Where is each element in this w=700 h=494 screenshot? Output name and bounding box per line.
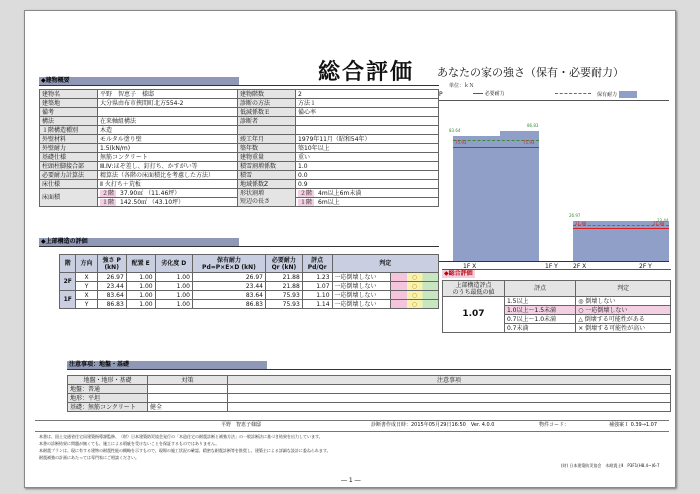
overview-value: [296, 117, 439, 126]
notes-row: [68, 385, 671, 394]
structure-p: 86.83: [97, 300, 126, 309]
floor-area-text: 142.50㎡ （43.10坪）: [120, 198, 185, 206]
bar-label-req: 21.88: [575, 221, 587, 227]
bar-label-top: 23.44: [657, 217, 669, 223]
overview-label: 診断の方法: [238, 99, 296, 108]
structure-d: 1.00: [155, 282, 192, 291]
structure-score: 1.07: [302, 282, 332, 291]
bar-label-top: 86.83: [527, 122, 539, 128]
required-line-1f: [453, 147, 539, 148]
overview-label: 建物名: [40, 90, 98, 99]
overall-score: 0.7以上～1.0未満: [504, 315, 575, 324]
structure-header: 配置 E: [126, 255, 155, 273]
shape-floor-tag: １階: [300, 198, 313, 206]
structure-dir: Y: [76, 282, 97, 291]
overall-row: [443, 297, 671, 306]
structure-qr: 75.93: [266, 300, 303, 309]
structure-judge: 一応倒壊しない: [332, 291, 390, 300]
structure-rule: [39, 246, 439, 247]
shape-value: [296, 189, 439, 198]
overview-label: 必要耐力計算法: [40, 171, 98, 180]
structure-p: 83.64: [97, 291, 126, 300]
notes-ground: 基礎：無筋コンクリート: [68, 403, 148, 412]
overview-value: 1.0: [296, 162, 439, 171]
structure-judge: 一応倒壊しない: [332, 282, 390, 291]
overall-col-score: 評点: [504, 281, 575, 297]
structure-d: 1.00: [155, 273, 192, 282]
floor-tag: １階: [102, 198, 115, 206]
notes-ground: 地形：平坦: [68, 394, 148, 403]
overview-label: 低減係数Ｅ: [238, 108, 296, 117]
required-line-2f: [573, 228, 669, 229]
structure-pd: 26.97: [192, 273, 265, 282]
disclaimer-1: 本書は、国土交通省住宅局建築指導課監修、（財）日本建築防災協会発行の「木造住宅の耐震診断と補強方法」の一般診断法に基づき結果を出力しています。: [39, 434, 323, 439]
x-label-1fx: 1F X: [463, 263, 477, 270]
overall-score: 1.5以上: [504, 297, 575, 306]
overview-label: 診断者: [238, 117, 296, 126]
legend-dashed: [555, 91, 591, 98]
shape-floor-tag: ２階: [300, 189, 313, 197]
overview-row: [40, 117, 439, 126]
structure-e: 1.00: [126, 282, 155, 291]
overview-label: 外壁材料: [40, 135, 98, 144]
structure-header-row: [60, 255, 439, 273]
notes-note: [228, 394, 671, 403]
structure-pd: 23.44: [192, 282, 265, 291]
overview-rule: [39, 85, 439, 86]
page-subtitle: あなたの家の強さ（保有・必要耐力）: [437, 66, 624, 79]
overview-label: 床仕様: [40, 180, 98, 189]
structure-row: [60, 291, 439, 300]
overview-value: Ⅱ 火打ち＋荒板: [98, 180, 238, 189]
legend-holding: [597, 91, 637, 99]
overview-value: 平野 智恵子 様邸: [98, 90, 238, 99]
holding-swatch: [619, 91, 637, 98]
structure-floor: 1F: [60, 291, 76, 309]
footer-code-label: 物件コード：: [539, 422, 570, 428]
overview-value: 在来軸組構法: [98, 117, 238, 126]
notes-measure: [148, 394, 228, 403]
overview-value: 精算法（各階の床面積比を考慮した方法）: [98, 171, 238, 180]
overview-label: 積雪割増係数: [238, 162, 296, 171]
overview-label: 構法: [40, 117, 98, 126]
structure-p: 26.97: [97, 273, 126, 282]
overview-value: 備心率: [296, 108, 439, 117]
overview-row: [40, 90, 439, 99]
overview-row: [40, 144, 439, 153]
legend-holding-label: 保有耐力: [597, 92, 618, 98]
shape-value: [296, 198, 439, 207]
notes-col-measure: 対策: [148, 376, 228, 385]
structure-mark: ○: [391, 282, 439, 291]
overall-header-row: [443, 281, 671, 297]
structure-d: 1.00: [155, 300, 192, 309]
x-label-2fy: 2F Y: [639, 263, 652, 270]
bar-label-top: 83.64: [449, 127, 461, 133]
overview-row: [40, 99, 439, 108]
overall-rule: [442, 269, 671, 270]
floor-area-text: 37.90㎡ （11.46坪）: [120, 189, 181, 197]
overview-label: 建物階数: [238, 90, 296, 99]
overview-row: [40, 126, 439, 135]
overview-label: [238, 126, 296, 135]
structure-row: [60, 273, 439, 282]
overview-value: 無筋コンクリート: [98, 153, 238, 162]
shape-label: 形状割増 短辺の長さ: [238, 189, 296, 207]
bar-label-req: 75.93: [455, 140, 467, 146]
legend-required: [473, 91, 505, 98]
structure-dir: X: [76, 291, 97, 300]
structure-e: 1.00: [126, 300, 155, 309]
structure-header: 判定: [332, 255, 438, 273]
structure-d: 1.00: [155, 291, 192, 300]
overall-min-value: 1.07: [443, 297, 505, 333]
structure-row: [60, 282, 439, 291]
structure-pd: 83.64: [192, 291, 265, 300]
notes-measure: 健全: [148, 403, 228, 412]
overview-label: 建物重量: [238, 153, 296, 162]
structure-header: 階: [60, 255, 76, 273]
structure-e: 1.00: [126, 273, 155, 282]
bar-label-req: 75.93: [523, 140, 535, 146]
overview-heading: ◆建物概要: [39, 77, 239, 85]
chart-top-axis: [439, 100, 669, 101]
overview-row: [40, 135, 439, 144]
footer-date: 診断書作成日時：2015年05月29日16:50 Ver. 4.0.0: [371, 422, 495, 428]
disclaimer-2: 本書の診断結果に問題が無くても、施工による瑕疵を受けないことを保証するものではありません。: [39, 441, 220, 446]
structure-qr: 21.88: [266, 273, 303, 282]
required-swatch: [473, 93, 483, 94]
notes-measure: [148, 385, 228, 394]
overall-heading: ◆総合評価: [444, 270, 473, 277]
structure-e: 1.00: [126, 291, 155, 300]
dashed-swatch: [555, 93, 591, 94]
floor-area-label: 床面積: [40, 189, 98, 207]
overview-label: 柱頭柱脚接合部: [40, 162, 98, 171]
overall-score: 0.7未満: [504, 324, 575, 333]
x-label-2fx: 2F X: [573, 263, 587, 270]
notes-note: [228, 385, 671, 394]
overview-label: 築年数: [238, 144, 296, 153]
structure-judge: 一応倒壊しない: [332, 300, 390, 309]
legend-required-label: 必要耐力: [484, 91, 505, 97]
overview-value: 0.9: [296, 180, 439, 189]
footer-rule: [35, 420, 669, 421]
notes-table: [67, 375, 671, 412]
floor-area-value: [98, 198, 238, 207]
disclaimer-4: 耐震補強の計画にあたっては専門家にご相談ください。: [39, 455, 139, 460]
overall-min-label: 上部構造評点 のうち最低の値: [443, 281, 505, 297]
overview-value: 大分県由布市挾間町北方554-2: [98, 99, 238, 108]
structure-table: [59, 254, 439, 309]
overview-value: モルタル塗り壁: [98, 135, 238, 144]
bar-1f: [453, 136, 539, 261]
structure-mark: ○: [391, 291, 439, 300]
structure-judge: 一応倒壊しない: [332, 273, 390, 282]
bar-label-req: 21.88: [653, 221, 665, 227]
notes-col-ground: 地盤・地形・基礎: [68, 376, 148, 385]
overview-label: 外壁耐力: [40, 144, 98, 153]
overview-value: [98, 108, 238, 117]
shape-text: 4m以上6m未満: [318, 189, 362, 197]
structure-mark: ○: [391, 273, 439, 282]
structure-mark: ○: [391, 300, 439, 309]
overview-value: 方法１: [296, 99, 439, 108]
bar-label-top: 26.97: [569, 212, 581, 218]
footer-coef: 補強案１ 0.39→1.07: [609, 422, 658, 428]
overview-value: [296, 126, 439, 135]
overall-table: [442, 280, 671, 333]
structure-heading: ◆上部構造の評価: [39, 238, 239, 246]
overview-row: [40, 162, 439, 171]
chart-baseline: [439, 261, 669, 262]
overview-value: 1979年11月（昭和54年）: [296, 135, 439, 144]
overview-row: [40, 180, 439, 189]
notes-ground: 地盤：普通: [68, 385, 148, 394]
structure-header: 劣化度 D: [155, 255, 192, 273]
chart-p-label: P: [439, 91, 443, 98]
overview-value: 1.5(kN/m): [98, 144, 238, 153]
overview-label: 建築地: [40, 99, 98, 108]
notes-note: [228, 403, 671, 412]
overview-value: 重い: [296, 153, 439, 162]
overview-label: １階構造種別: [40, 126, 98, 135]
overview-value: Ⅲ.Ⅳ:ほぞ差し、釘打ち、かすがい等: [98, 162, 238, 171]
overview-row: [40, 171, 439, 180]
overall-col-judge: 判定: [576, 281, 671, 297]
floor-tag: ２階: [102, 189, 115, 197]
chart-unit: 単位：ｋＮ: [449, 83, 475, 89]
structure-score: 1.23: [302, 273, 332, 282]
overall-score: 1.0以上～1.5未満: [504, 306, 575, 315]
overall-judge: × 倒壊する可能性が高い: [576, 324, 671, 333]
structure-p: 23.44: [97, 282, 126, 291]
shape-text: 6m以上: [318, 198, 340, 206]
footer-name: 平野 智恵子様邸: [221, 422, 262, 428]
notes-col-note: 注意事項: [228, 376, 671, 385]
overview-label: 基礎仕様: [40, 153, 98, 162]
overall-judge: ◎ 倒壊しない: [576, 297, 671, 306]
structure-score: 1.10: [302, 291, 332, 300]
overview-table: [39, 89, 439, 207]
notes-row: [68, 394, 671, 403]
structure-header: 評点 Pd/Qr: [302, 255, 332, 273]
overview-value: 木造: [98, 126, 238, 135]
chart-area: [449, 111, 669, 261]
diagnosis-sheet: [24, 10, 676, 488]
footer-publisher: (財) 日本建築防災協会 木耐震士Ⅱ P3F1(H8.4~)6-7: [561, 463, 660, 468]
structure-dir: Y: [76, 300, 97, 309]
footer-rule-2: [35, 431, 669, 432]
structure-header: 強さ P (kN): [97, 255, 126, 273]
structure-dir: X: [76, 273, 97, 282]
notes-row: [68, 403, 671, 412]
x-label-1fy: 1F Y: [545, 263, 558, 270]
floor-area-value: [98, 189, 238, 198]
structure-pd: 86.83: [192, 300, 265, 309]
notes-heading: 注意事項：地盤・基礎: [67, 361, 267, 369]
structure-header: 保有耐力 Pd=P×E×D (kN): [192, 255, 265, 273]
overview-row: [40, 108, 439, 117]
notes-header-row: [68, 376, 671, 385]
disclaimer-3: 本耐震プランは、現に有する建物の耐震性能の概略を示すもので、現場の施工状況の確認、精密な耐震診断等を推奨し、建築主による詳細な設計に委ねられます。: [39, 448, 331, 453]
page-title: 総合評価: [318, 60, 415, 85]
structure-row: [60, 300, 439, 309]
overview-value: 2: [296, 90, 439, 99]
overview-value: 0.0: [296, 171, 439, 180]
overall-judge: ○ 一応倒壊しない: [576, 306, 671, 315]
bar-1f-step: [500, 131, 539, 136]
overview-label: 備考: [40, 108, 98, 117]
overview-label: 地域係数Z: [238, 180, 296, 189]
overview-label: 積雪: [238, 171, 296, 180]
structure-floor: 2F: [60, 273, 76, 291]
page-number: ― 1 ―: [341, 477, 361, 484]
structure-header: 方向: [76, 255, 97, 273]
notes-rule: [67, 369, 671, 370]
structure-qr: 75.93: [266, 291, 303, 300]
overall-judge: △ 倒壊する可能性がある: [576, 315, 671, 324]
overview-value: 築10年以上: [296, 144, 439, 153]
floor-area-row: [40, 189, 439, 198]
overview-row: [40, 153, 439, 162]
structure-score: 1.14: [302, 300, 332, 309]
structure-qr: 21.88: [266, 282, 303, 291]
structure-header: 必要耐力 Qr (kN): [266, 255, 303, 273]
overview-label: 竣工年月: [238, 135, 296, 144]
